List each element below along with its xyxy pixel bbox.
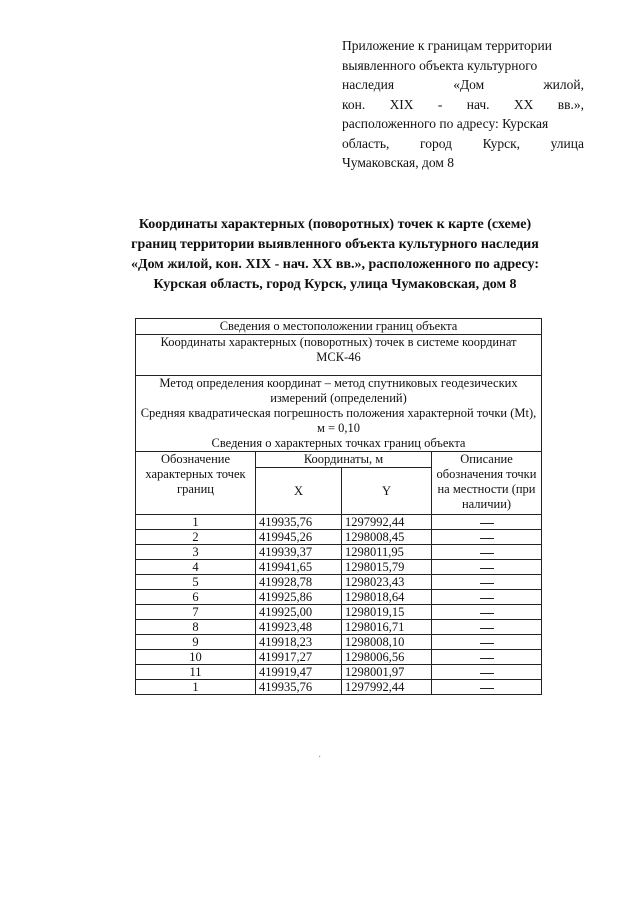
dash-mark: [480, 658, 494, 659]
designation-header: Обозначение характерных точек границ: [136, 452, 256, 515]
table-row: [136, 590, 542, 605]
coordinates-rows: [136, 515, 542, 695]
x-value: 419939,37: [256, 545, 342, 560]
title-line: границ территории выявленного объекта культурного наследия: [131, 237, 539, 252]
table-row: [136, 665, 542, 680]
point-number: 9: [136, 635, 256, 650]
table-row: [136, 530, 542, 545]
x-value: 419918,23: [256, 635, 342, 650]
y-header: Y: [342, 468, 432, 515]
description-value: [432, 590, 542, 605]
x-value: 419917,27: [256, 650, 342, 665]
description-header: Описание обозначения точки на местности (при наличии): [432, 452, 542, 515]
location-header: Сведения о местоположении границ объекта: [136, 319, 542, 335]
table-row: [136, 605, 542, 620]
description-value: [432, 530, 542, 545]
y-value: 1298006,56: [342, 650, 432, 665]
coordinate-system-header: Координаты характерных (поворотных) точек в системе координат МСК-46: [136, 335, 542, 376]
annex-line: наследия «Дом жилой,: [342, 77, 584, 92]
dash-mark: [480, 568, 494, 569]
description-value: [432, 680, 542, 695]
x-value: 419935,76: [256, 515, 342, 530]
y-value: 1298011,95: [342, 545, 432, 560]
point-number: 1: [136, 680, 256, 695]
x-value: 419935,76: [256, 680, 342, 695]
annex-line: кон. XIX - нач. XX вв.»,: [342, 96, 584, 112]
point-number: 10: [136, 650, 256, 665]
point-number: 1: [136, 515, 256, 530]
description-value: [432, 650, 542, 665]
dash-mark: [480, 538, 494, 539]
point-number: 3: [136, 545, 256, 560]
dash-mark: [480, 673, 494, 674]
dash-mark: [480, 553, 494, 554]
annex-line: расположенного по адресу: Курская: [342, 116, 549, 131]
dash-mark: [480, 643, 494, 644]
dash-mark: [480, 628, 494, 629]
x-value: 419928,78: [256, 575, 342, 590]
description-value: [432, 560, 542, 575]
method-cell: [136, 376, 542, 452]
table-row: [136, 635, 542, 650]
x-value: 419945,26: [256, 530, 342, 545]
description-value: [432, 515, 542, 530]
table-row: [136, 650, 542, 665]
x-value: 419941,65: [256, 560, 342, 575]
point-number: 11: [136, 665, 256, 680]
dash-mark: [480, 583, 494, 584]
annex-line: выявленного объекта культурного: [342, 57, 538, 73]
point-number: 6: [136, 590, 256, 605]
table-row: [136, 575, 542, 590]
dash-mark: [480, 688, 494, 689]
description-value: [432, 620, 542, 635]
table-row: [136, 680, 542, 695]
y-value: 1298019,15: [342, 605, 432, 620]
accuracy-text: Средняя квадратическая погрешность положения характерной точки (Mt), м = 0,10: [140, 406, 537, 435]
annex-line: Чумаковская, дом 8: [342, 155, 455, 170]
y-value: 1298015,79: [342, 560, 432, 575]
y-value: 1298001,97: [342, 665, 432, 680]
coordinates-header: Координаты, м: [256, 452, 432, 468]
y-value: 1298008,45: [342, 530, 432, 545]
x-value: 419925,00: [256, 605, 342, 620]
description-value: [432, 605, 542, 620]
point-number: 4: [136, 560, 256, 575]
title-line: «Дом жилой, кон. XIX - нач. XX вв.», расположенного по адресу:: [130, 257, 540, 272]
y-value: 1298023,43: [342, 575, 432, 590]
description-value: [432, 635, 542, 650]
coordinates-table: [135, 318, 542, 695]
description-value: [432, 575, 542, 590]
y-value: 1297992,44: [342, 680, 432, 695]
y-value: 1298016,71: [342, 620, 432, 635]
table-row: [136, 515, 542, 530]
table-row: [136, 545, 542, 560]
scan-mark: ·: [318, 752, 322, 763]
x-header: X: [256, 468, 342, 515]
x-value: 419925,86: [256, 590, 342, 605]
dash-mark: [480, 523, 494, 524]
title-line: Курская область, город Курск, улица Чумаковская, дом 8: [153, 277, 517, 292]
description-value: [432, 545, 542, 560]
x-value: 419923,48: [256, 620, 342, 635]
point-number: 8: [136, 620, 256, 635]
annex-line: область, город Курск, улица: [342, 135, 584, 151]
method-text: Метод определения координат – метод спутниковых геодезических измерений (определений): [159, 376, 518, 405]
y-value: 1298018,64: [342, 590, 432, 605]
y-value: 1297992,44: [342, 515, 432, 530]
annex-line: Приложение к границам территории: [342, 38, 552, 53]
point-number: 7: [136, 605, 256, 620]
table-row: [136, 560, 542, 575]
table-row: [136, 620, 542, 635]
y-value: 1298008,10: [342, 635, 432, 650]
annex-note: [342, 36, 584, 173]
x-value: 419919,47: [256, 665, 342, 680]
point-number: 5: [136, 575, 256, 590]
document-title: [108, 215, 562, 295]
points-header: Сведения о характерных точках границ объекта: [211, 436, 466, 450]
dash-mark: [480, 613, 494, 614]
title-line: Координаты характерных (поворотных) точек к карте (схеме): [138, 217, 532, 232]
dash-mark: [480, 598, 494, 599]
description-value: [432, 665, 542, 680]
point-number: 2: [136, 530, 256, 545]
